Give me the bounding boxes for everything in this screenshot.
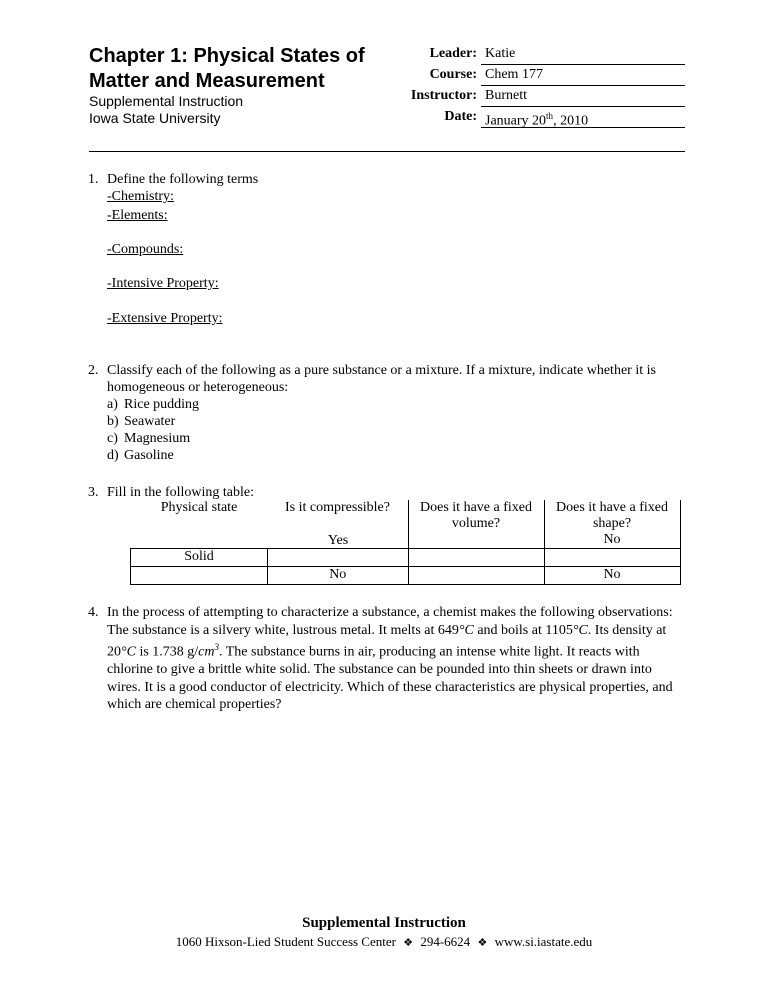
question-prompt: Fill in the following table: [107,485,254,500]
subtitle-line-2: Iowa State University [89,110,221,126]
document-title: Chapter 1: Physical States of Matter and Measurement [89,45,365,92]
table-row [131,549,681,567]
footer-website[interactable]: www.si.iastate.edu [494,934,593,949]
list-item: b) Seawater [107,414,176,429]
table-cell [268,549,409,567]
leader-row [380,44,685,65]
list-item: c) Magnesium [107,431,191,446]
header-fixed-shape: Does it have a fixed shape? No [544,500,680,549]
question-4: 4. In the process of attempting to characterize a substance, a chemist makes the following observations: The substance is a silvery white, lustrous metal. It melts at 649°C and boils at 1105°C. Its density at 20°C is 1.738 $g/cm^3$. The substance burns in air, producing an intense white light. It reacts with chlorine to give a brittle white solid. The substance can be pounded into thin sheets or drawn into wires. It is a good conductor of electricity. Which of these characteristics are physical properties, and which are chemical properties? [88,605,673,713]
question-number: 4. [88,605,99,620]
term-elements: -Elements: [107,208,168,223]
instructor-label: Instructor: [410,88,477,103]
term-compounds: -Compounds: [107,242,184,257]
item-list [107,396,685,464]
header-info-block [380,44,685,128]
date-row [380,107,685,128]
leader-value: Katie [481,44,685,65]
compressible-yes: Yes [327,533,349,548]
header-fixed-volume: Does it have a fixed volume? [408,500,544,549]
date-label: Date: [444,109,477,124]
term-intensive-property: -Intensive Property: [107,276,219,291]
question-1 [88,171,685,204]
footer-address: 1060 Hixson-Lied Student Success Center [175,934,396,949]
diamond-separator-icon: ❖ [403,937,414,949]
course-label: Course: [429,67,477,82]
subtitle [89,93,243,127]
footer-phone: 294-6624 [420,934,471,949]
diamond-separator-icon: ❖ [477,937,488,949]
instructor-row [380,86,685,107]
question-number: 2. [88,363,99,378]
question-2 [88,362,685,464]
subtitle-line-1: Supplemental Instruction [89,93,244,109]
leader-label: Leader: [429,46,477,61]
question-prompt: Classify each of the following as a pure substance or a mixture. If a mixture, indicate whether it is homogeneous or heterogeneous: [107,363,656,395]
date-value: January 20th, 2010 [481,107,685,128]
list-item: d) Gasoline [107,448,174,463]
header-divider [89,151,685,152]
table-cell: No [544,567,680,585]
footer-title: Supplemental Instruction [302,915,466,931]
table-row [131,567,681,585]
header-compressible: Is it compressible? [268,500,409,549]
header-physical-state: Physical state [131,500,268,549]
table-cell [408,549,544,567]
table-cell [131,567,268,585]
table-cell: No [268,567,409,585]
table-cell [544,549,680,567]
list-item: a) Rice pudding [107,397,200,412]
term-chemistry: -Chemistry: [107,189,174,204]
table-cell: Solid [131,549,268,567]
question-number: 3. [88,485,99,500]
course-row [380,65,685,86]
question-3 [88,484,685,501]
footer-contact [0,934,768,950]
question-number: 1. [88,172,99,187]
instructor-value: Burnett [481,86,685,107]
course-value: Chem 177 [481,65,685,86]
question-prompt: Define the following terms [107,172,259,187]
table-cell [408,567,544,585]
term-extensive-property: -Extensive Property: [107,311,223,326]
